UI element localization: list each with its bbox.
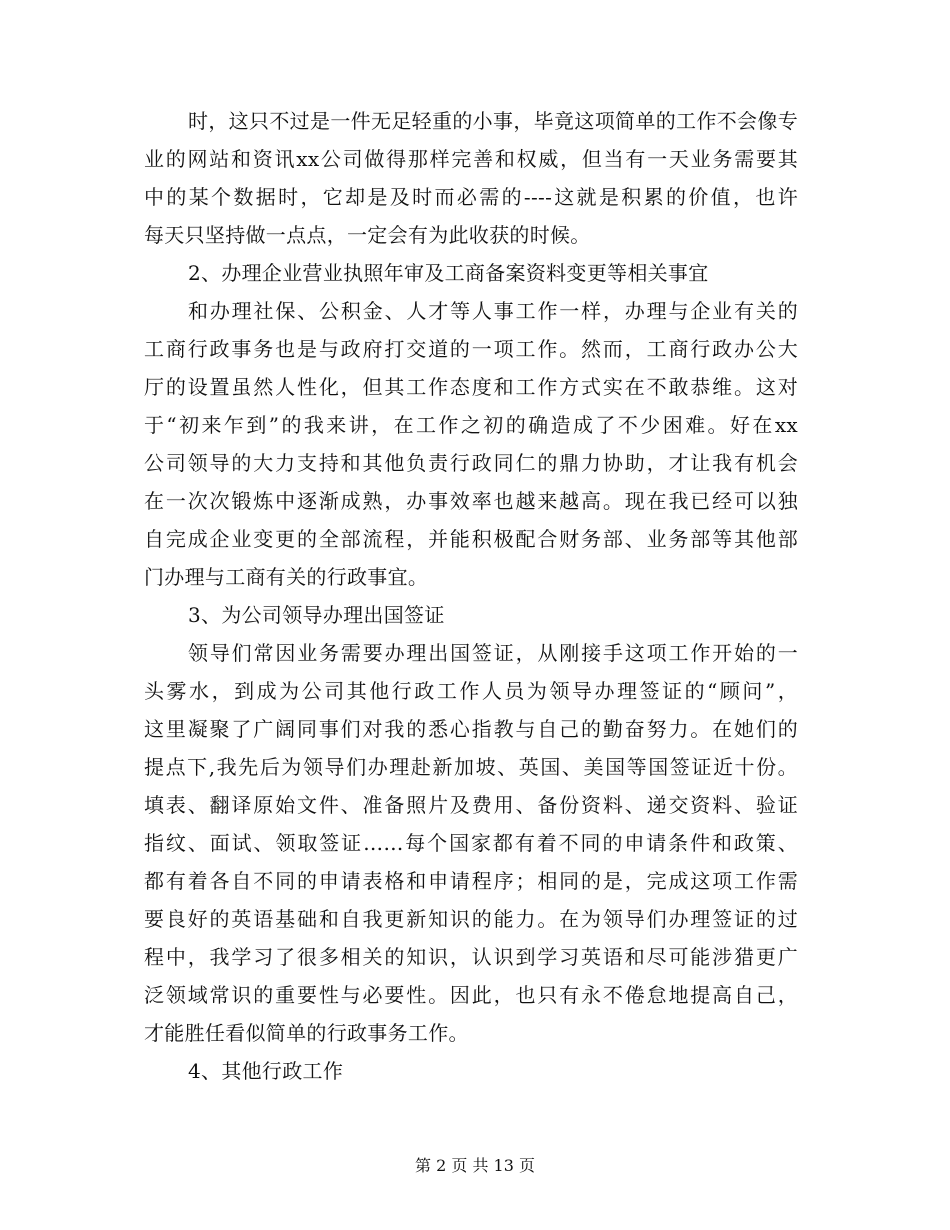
text-line: 公司领导的大力支持和其他负责行政同仁的鼎力协助，才让我有机会 [144, 451, 798, 475]
text-line: 3、为公司领导办理出国签证 [188, 603, 445, 627]
text-line: 要良好的英语基础和自我更新知识的能力。在为领导们办理签证的过 [144, 907, 798, 931]
section-heading [144, 596, 798, 634]
text-line: 才能胜任看似简单的行政事务工作。 [144, 1021, 469, 1045]
section-heading [144, 1052, 798, 1090]
page-footer: 第 2 页 共 13 页 [415, 1156, 535, 1175]
text-line: 泛领域常识的重要性与必要性。因此，也只有永不倦怠地提高自己， [144, 983, 798, 1007]
text-line: 领导们常因业务需要办理出国签证，从刚接手这项工作开始的一 [188, 641, 798, 665]
text-line: 2、办理企业营业执照年审及工商备案资料变更等相关事宜 [188, 261, 709, 285]
text-line: 填表、翻译原始文件、准备照片及费用、备份资料、递交资料、验证 [144, 793, 798, 817]
text-line: 厅的设置虽然人性化，但其工作态度和工作方式实在不敢恭维。这对 [144, 375, 798, 399]
text-line: 时，这只不过是一件无足轻重的小事，毕竟这项简单的工作不会像专 [188, 109, 798, 133]
text-line: 自完成企业变更的全部流程，并能积极配合财务部、业务部等其他部 [144, 527, 798, 551]
document-body [144, 102, 798, 1090]
body-paragraph [144, 634, 798, 1052]
text-line: 工商行政事务也是与政府打交道的一项工作。然而，工商行政办公大 [144, 337, 798, 361]
text-line: 头雾水，到成为公司其他行政工作人员为领导办理签证的“顾问”， [144, 679, 798, 703]
text-line: 和办理社保、公积金、人才等人事工作一样，办理与企业有关的 [188, 299, 798, 323]
text-line: 于“初来乍到”的我来讲，在工作之初的确造成了不少困难。好在xx [144, 413, 798, 437]
text-line: 都有着各自不同的申请表格和申请程序；相同的是，完成这项工作需 [144, 869, 798, 893]
text-line: 中的某个数据时，它却是及时而必需的----这就是积累的价值，也许 [144, 185, 798, 209]
text-line: 程中，我学习了很多相关的知识，认识到学习英语和尽可能涉猎更广 [144, 945, 798, 969]
body-paragraph [144, 292, 798, 596]
text-line: 门办理与工商有关的行政事宜。 [144, 565, 429, 589]
text-line: 指纹、面试、领取签证……每个国家都有着不同的申请条件和政策、 [144, 831, 798, 855]
body-paragraph [144, 102, 798, 254]
text-line: 每天只坚持做一点点，一定会有为此收获的时候。 [144, 223, 591, 247]
section-heading [144, 254, 798, 292]
text-line: 这里凝聚了广阔同事们对我的悉心指教与自己的勤奋努力。在她们的 [144, 717, 798, 741]
text-line: 提点下,我先后为领导们办理赴新加坡、英国、美国等国签证近十份。 [144, 755, 798, 779]
text-line: 在一次次锻炼中逐渐成熟，办事效率也越来越高。现在我已经可以独 [144, 489, 798, 513]
text-line: 4、其他行政工作 [188, 1059, 344, 1083]
text-line: 业的网站和资讯xx公司做得那样完善和权威，但当有一天业务需要其 [144, 147, 798, 171]
